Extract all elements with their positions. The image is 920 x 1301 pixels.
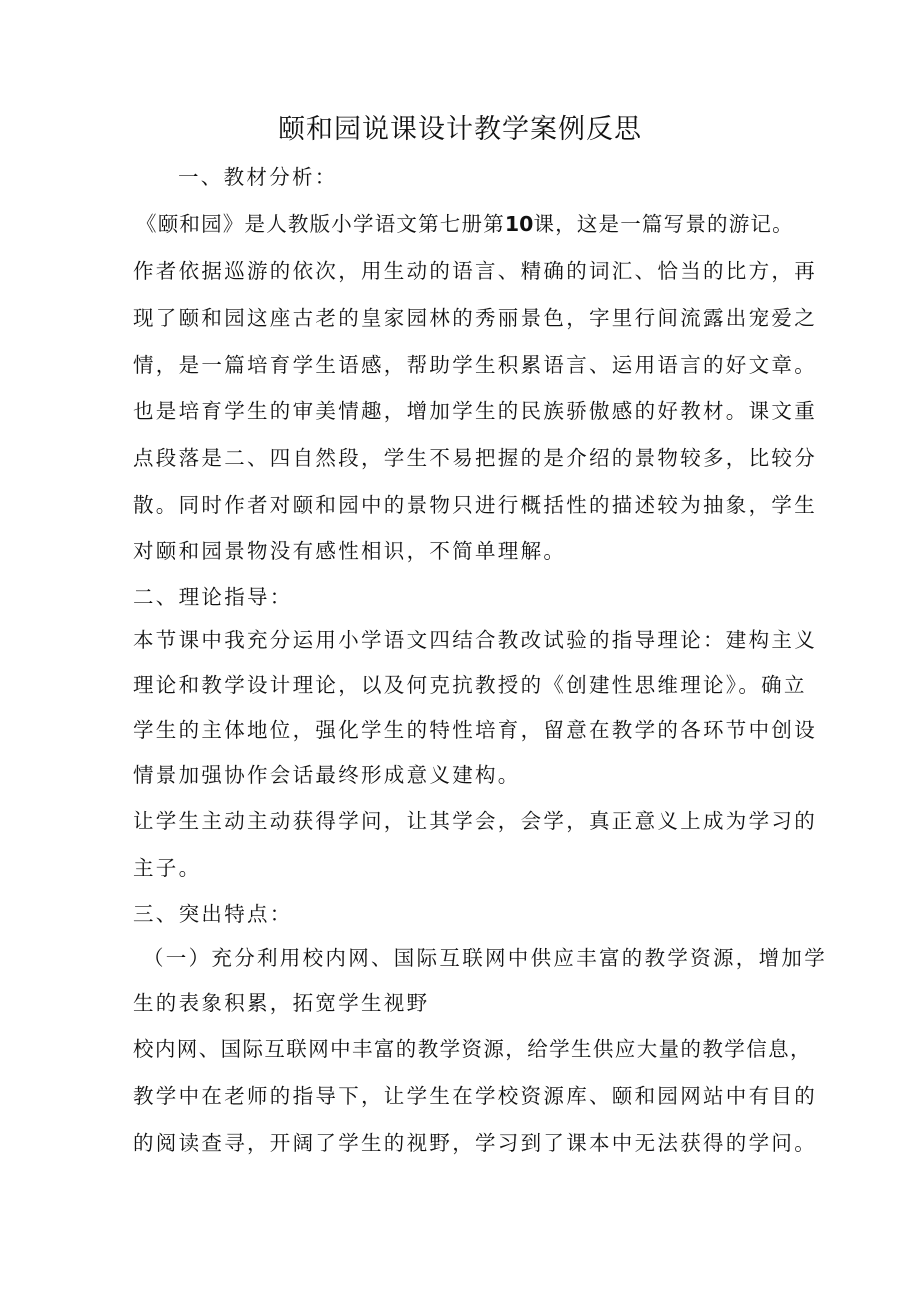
section-3-heading: 三、突出特点： (133, 902, 293, 926)
section-1-heading: 一、教材分析： (178, 165, 338, 189)
section-1-paragraph-line-7: 散。同时作者对颐和园中的景物只进行概括性的描述较为抽象，学生 (133, 493, 817, 517)
section-3-paragraph-line-2: 教学中在老师的指导下，让学生在学校资源库、颐和园网站中有目的 (133, 1084, 817, 1108)
section-2-paragraph-2-line-1: 让学生主动主动获得学问，让其学会，会学，真正意义上成为学习的 (133, 809, 817, 833)
section-3-subheading-line-1: （一）充分利用校内网、国际互联网中供应丰富的教学资源，增加学 (143, 946, 827, 970)
section-1-paragraph-line-1 (136, 209, 794, 239)
section-2-paragraph-line-3: 学生的主体地位，强化学生的特性培育，留意在教学的各环节中创设 (133, 718, 817, 742)
section-1-paragraph-line-4: 情，是一篇培育学生语感，帮助学生积累语言、运用语言的好文章。 (133, 353, 817, 377)
section-2-paragraph-line-2: 理论和教学设计理论，以及何克抗教授的《创建性思维理论》。确立 (133, 673, 807, 697)
lesson-number: 10 (504, 212, 534, 236)
section-1-paragraph-line-3: 现了颐和园这座古老的皇家园林的秀丽景色，字里行间流露出宠爱之 (133, 306, 817, 330)
section-3-paragraph-line-3: 的阅读查寻，开阔了学生的视野，学习到了课本中无法获得的学问。 (133, 1131, 817, 1155)
section-1-paragraph-line-2: 作者依据巡游的依次，用生动的语言、精确的词汇、恰当的比方，再 (133, 259, 817, 283)
document-title: 颐和园说课设计教学案例反思 (278, 114, 642, 145)
section-2-paragraph-line-4: 情景加强协作会话最终形成意义建构。 (133, 763, 521, 787)
line-text: 课，这是一篇写景的游记。 (533, 212, 794, 236)
section-2-paragraph-line-1: 本节课中我充分运用小学语文四结合教改试验的指导理论：建构主义 (133, 628, 817, 652)
section-1-paragraph-line-6: 点段落是二、四自然段，学生不易把握的是介绍的景物较多，比较分 (133, 446, 817, 470)
line-text: 《颐和园》是人教版小学语文第七册第 (136, 212, 505, 236)
section-1-paragraph-line-5: 也是培育学生的审美情趣，增加学生的民族骄傲感的好教材。课文重 (133, 399, 817, 423)
section-3-paragraph-line-1: 校内网、国际互联网中丰富的教学资源，给学生供应大量的教学信息， (133, 1037, 812, 1061)
section-2-paragraph-2-line-2: 主子。 (133, 856, 202, 880)
section-2-heading: 二、理论指导： (133, 585, 293, 609)
section-3-subheading-line-2: 生的表象积累，拓宽学生视野 (133, 991, 430, 1015)
section-1-paragraph-line-8: 对颐和园景物没有感性相识，不简单理解。 (133, 539, 567, 563)
